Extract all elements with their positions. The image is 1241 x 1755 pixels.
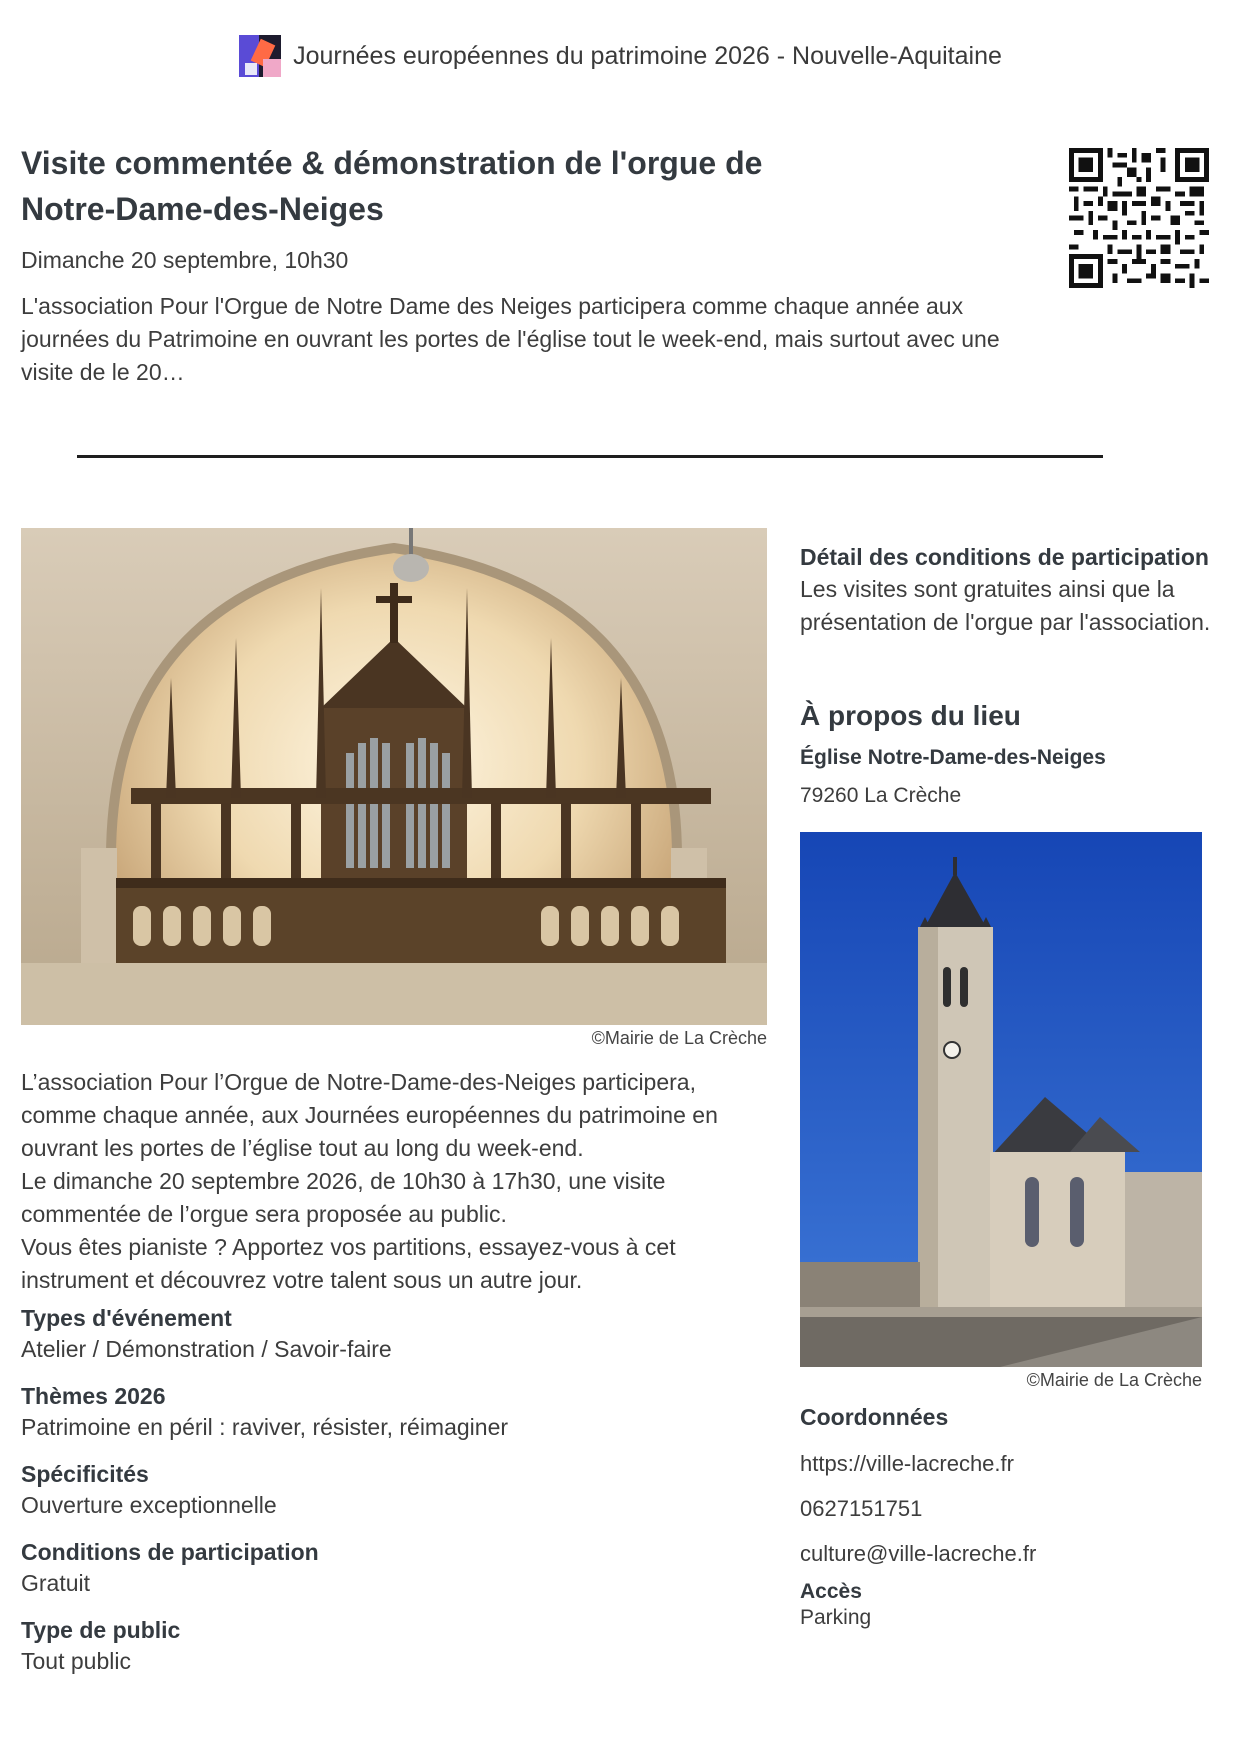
header-title: Journées européennes du patrimoine 2026 - Nouvelle-Aquitaine <box>293 41 1002 70</box>
participation-heading: Détail des conditions de participation <box>800 544 1209 570</box>
event-conditions-label: Conditions de participation <box>21 1539 319 1565</box>
event-specifics <box>21 1459 761 1522</box>
event-specifics-label: Spécificités <box>21 1461 149 1487</box>
participation-details <box>800 544 1220 639</box>
access-label: Accès <box>800 1580 862 1603</box>
event-types-value: Atelier / Démonstration / Savoir-faire <box>21 1336 392 1362</box>
contact-website-link[interactable]: https://ville-lacreche.fr <box>800 1451 1014 1476</box>
event-description <box>21 1066 761 1297</box>
event-types <box>21 1303 761 1366</box>
event-conditions <box>21 1537 761 1600</box>
event-audience <box>21 1615 761 1678</box>
page-header <box>0 34 1241 78</box>
church-photo <box>800 832 1202 1367</box>
contact-phone-link[interactable]: 0627151751 <box>800 1496 923 1521</box>
event-themes-value: Patrimoine en péril : raviver, résister, réimaginer <box>21 1414 509 1440</box>
organ-photo-credit: ©Mairie de La Crèche <box>591 1028 767 1048</box>
description-paragraph: L’association Pour l’Orgue de Notre-Dame-des-Neiges participera, comme chaque année, aux Journées européennes du patrimoine en ouvrant les portes de l’église tout au long du week-end. <box>21 1069 718 1161</box>
participation-text: Les visites sont gratuites ainsi que la présentation de l'orgue par l'association. <box>800 576 1211 635</box>
venue-section <box>800 700 1220 808</box>
contact-section <box>800 1404 1220 1630</box>
event-summary: L'association Pour l'Orgue de Notre Dame des Neiges participera comme chaque année aux journées du Patrimoine en ouvrant les portes de l'église tout le week-end, mais surtout avec une visite de le 20… <box>21 293 1000 385</box>
access-value: Parking <box>800 1606 872 1629</box>
jep-logo-icon <box>239 35 281 77</box>
organ-photo <box>21 528 767 1025</box>
event-themes-label: Thèmes 2026 <box>21 1383 166 1409</box>
event-themes <box>21 1381 761 1444</box>
section-divider <box>77 455 1103 458</box>
event-audience-label: Type de public <box>21 1617 181 1643</box>
venue-address: 79260 La Crèche <box>800 784 962 807</box>
event-audience-value: Tout public <box>21 1648 131 1674</box>
event-title: Visite commentée & démonstration de l'orgue de Notre-Dame-des-Neiges <box>21 145 763 227</box>
description-paragraph: Vous êtes pianiste ? Apportez vos partitions, essayez-vous à cet instrument et découvrez votre talent sous un autre jour. <box>21 1234 676 1293</box>
qr-code-icon[interactable] <box>1069 148 1209 288</box>
venue-name: Église Notre-Dame-des-Neiges <box>800 746 1106 769</box>
description-paragraph: Le dimanche 20 septembre 2026, de 10h30 à 17h30, une visite commentée de l’orgue sera proposée au public. <box>21 1168 666 1227</box>
event-date: Dimanche 20 septembre, 10h30 <box>21 247 349 273</box>
contact-email-link[interactable]: culture@ville-lacreche.fr <box>800 1541 1037 1566</box>
event-conditions-value: Gratuit <box>21 1570 91 1596</box>
event-types-label: Types d'événement <box>21 1305 232 1331</box>
church-photo-credit: ©Mairie de La Crèche <box>1026 1370 1202 1390</box>
venue-heading: À propos du lieu <box>800 700 1021 731</box>
contact-heading: Coordonnées <box>800 1404 949 1430</box>
event-specifics-value: Ouverture exceptionnelle <box>21 1492 277 1518</box>
